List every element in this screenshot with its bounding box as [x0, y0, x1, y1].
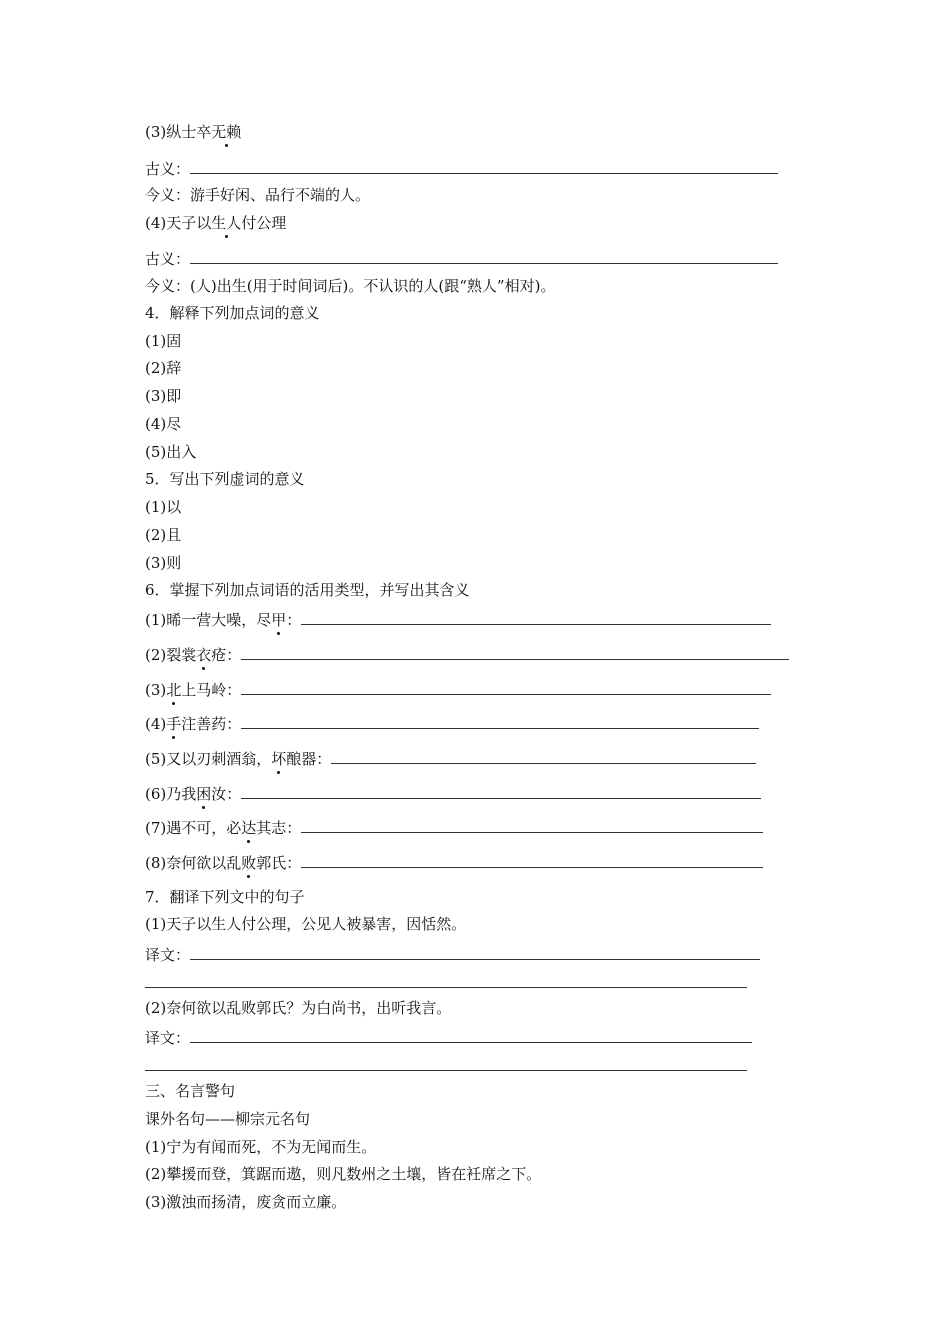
answer-blank[interactable]	[241, 716, 759, 729]
q4-item: (4)尽	[145, 415, 182, 433]
dotted-word: 败	[241, 854, 257, 872]
item-text: ：	[286, 611, 302, 629]
item-text: 酿器：	[286, 750, 332, 768]
item-text: 郭氏：	[256, 854, 302, 872]
item-4-sentence	[145, 213, 286, 233]
dotted-word: 生人	[211, 214, 242, 232]
sentence-text: 付公理	[241, 214, 287, 232]
quote: (2)攀援而登，箕踞而遨，则凡数州之土壤，皆在衽席之下。	[145, 1165, 542, 1183]
sentence-text: (4)天子以	[145, 214, 212, 232]
quote: (1)宁为有闻而死，不为无闻而生。	[145, 1138, 377, 1156]
q6-item	[145, 714, 759, 734]
item-text: (4)	[145, 715, 167, 733]
answer-blank[interactable]	[241, 786, 761, 799]
q4-title: 4．解释下列加点词的意义	[145, 304, 320, 322]
item-4-gu-line	[145, 249, 778, 269]
answer-blank[interactable]	[190, 161, 778, 174]
yiwen-label: 译文：	[145, 946, 191, 964]
item-text: 汝：	[211, 785, 242, 803]
q4-item: (5)出入	[145, 443, 197, 461]
dotted-word: 无赖	[211, 123, 242, 141]
q6-item	[145, 784, 761, 804]
item-text: (1)晞一营大噪，尽	[145, 611, 272, 629]
item-4-jin: 今义：(人)出生(用于时间词后)。不认识的人(跟“熟人”相对)。	[145, 277, 556, 295]
dotted-word: 北	[166, 681, 182, 699]
answer-blank[interactable]	[190, 1030, 752, 1043]
q6-item	[145, 853, 763, 873]
item-text: 注善药：	[181, 715, 242, 733]
answer-blank[interactable]	[331, 751, 756, 764]
answer-blank[interactable]	[301, 612, 771, 625]
answer-blank[interactable]	[190, 947, 760, 960]
item-text: 上马岭：	[181, 681, 242, 699]
item-3-jin: 今义：游手好闲、品行不端的人。	[145, 186, 371, 204]
answer-blank[interactable]	[301, 855, 763, 868]
q4-item: (1)固	[145, 332, 182, 350]
item-3-gu-line	[145, 159, 778, 179]
q6-item	[145, 645, 789, 665]
q4-item: (3)即	[145, 387, 182, 405]
yiwen-label: 译文：	[145, 1029, 191, 1047]
q5-item: (2)且	[145, 526, 182, 544]
sentence-text: (3)纵士卒	[145, 123, 212, 141]
answer-blank[interactable]	[145, 987, 747, 988]
item-text: (8)奈何欲以乱	[145, 854, 242, 872]
dotted-word: 衣	[196, 646, 212, 664]
q7-answer-2	[145, 1028, 752, 1048]
q4-item: (2)辞	[145, 359, 182, 377]
item-text: (3)	[145, 681, 167, 699]
q7-sentence-2: (2)奈何欲以乱败郭氏？为白尚书，出听我言。	[145, 999, 452, 1017]
q7-title: 7．翻译下列文中的句子	[145, 888, 305, 906]
item-3-sentence	[145, 122, 241, 142]
answer-blank[interactable]	[301, 820, 763, 833]
dotted-word: 达	[241, 819, 257, 837]
answer-blank[interactable]	[145, 1070, 747, 1071]
answer-blank[interactable]	[241, 682, 771, 695]
item-text: 其志：	[256, 819, 302, 837]
answer-blank[interactable]	[190, 251, 778, 264]
q6-item	[145, 610, 771, 630]
section-subtitle: 课外名句——柳宗元名句	[145, 1110, 311, 1128]
quote: (3)激浊而扬清，废贪而立廉。	[145, 1193, 347, 1211]
q6-item	[145, 749, 756, 769]
dotted-word: 甲	[271, 611, 287, 629]
q7-sentence-1: (1)天子以生人付公理，公见人被暴害，因恬然。	[145, 915, 467, 933]
q5-item: (1)以	[145, 498, 182, 516]
item-text: (6)乃我	[145, 785, 197, 803]
gu-label: 古义：	[145, 250, 191, 268]
item-text: (7)遇不可，必	[145, 819, 242, 837]
item-text: (2)裂裳	[145, 646, 197, 664]
item-text: (5)又以刃刺酒翁，	[145, 750, 272, 768]
answer-blank[interactable]	[241, 647, 789, 660]
q6-item	[145, 680, 771, 700]
dotted-word: 坏	[271, 750, 287, 768]
dotted-word: 困	[196, 785, 212, 803]
dotted-word: 手	[166, 715, 182, 733]
q5-item: (3)则	[145, 554, 182, 572]
section-title: 三、名言警句	[145, 1082, 236, 1100]
q7-answer-1	[145, 945, 760, 965]
gu-label: 古义：	[145, 160, 191, 178]
q5-title: 5．写出下列虚词的意义	[145, 470, 305, 488]
q6-title: 6．掌握下列加点词语的活用类型，并写出其含义	[145, 581, 470, 599]
item-text: 疮：	[211, 646, 242, 664]
q6-item	[145, 818, 763, 838]
